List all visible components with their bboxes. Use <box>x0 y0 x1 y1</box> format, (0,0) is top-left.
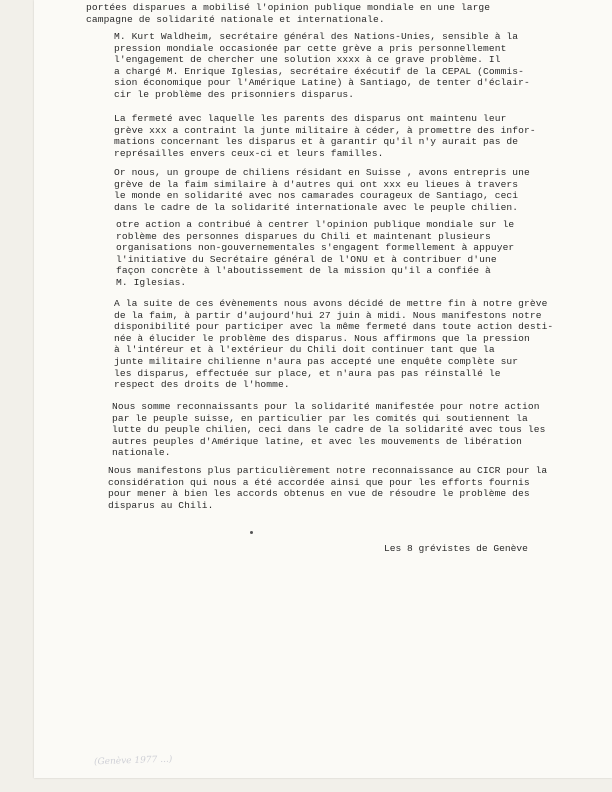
paragraph-intro-continuation: portées disparues a mobilisé l'opinion publique mondiale en une large campagne de solidarité nationale et internationale. <box>86 2 491 25</box>
paragraph-notre-action: otre action a contribué à centrer l'opinion publique mondiale sur le roblème des personnes disparues du Chili et maintenant plusieurs organisations non-gouvernementales s'engagent formellement à appuyer l'initiative du Secrétaire général de l'ONU et à contribuer d'une façon concrète à l'aboutissement de la mission qu'il a confiée à M. Iglesias. <box>116 219 515 288</box>
paragraph-greve-suisse: Or nous, un groupe de chiliens résidant en Suisse , avons entrepris une grève de la faim similaire à d'autres qui ont xxx eu lieues à travers le monde en solidarité avec nos camarades courageux de Santiago, ceci dans le cadre de la solidarité internationale avec le peuple chilien. <box>114 167 530 213</box>
pencil-archive-note: (Genève 1977 ...) <box>93 754 173 768</box>
paragraph-waldheim: M. Kurt Waldheim, secrétaire général des Nations-Unies, sensible à la pression mondiale occasionée par cette grève a pris personnellement l'engagement de chercher une solution xxxx à ce grave problème. Il a chargé M. Enrique Iglesias, secrétaire éxécutif de la CEPAL (Commis- sion économique pour l'Amérique Latine) à Santiago, de tenter d'éclair- cir le problème des prisonniers disparus. <box>114 31 530 100</box>
paragraph-reconnaissance: Nous somme reconnaissants pour la solidarité manifestée pour notre action par le peuple suisse, en particulier par les comités qui soutiennent la lutte du peuple chilien, ceci dans le cadre de la solidarité avec tous les autres peuples d'Amérique latine, et avec les mouvements de libération nationale. <box>112 401 546 459</box>
document-page <box>34 0 612 778</box>
signature: Les 8 grévistes de Genève <box>384 543 528 554</box>
ink-dot <box>250 531 253 534</box>
paragraph-cicr: Nous manifestons plus particulièrement notre reconnaissance au CICR pour la considération qui nous a été accordée ainsi que pour les efforts fournis pour mener à bien les accords obtenus en vue de résoudre le problème des disparus au Chili. <box>108 465 548 511</box>
paragraph-fin-greve: A la suite de ces évènements nous avons décidé de mettre fin à notre grève de la faim, à partir d'aujourd'hui 27 juin à midi. Nous manifestons notre disponibilité pour participer avec la même fermeté dans toute action desti- née à élucider le problème des disparus. Nous affirmons que la pression à l'intéreur et à l'extérieur du Chili doit continuer tant que la junte militaire chilienne n'aura pas accepté une enquête complète sur les disparus, effectuée sur place, et n'aura pas pas réinstallé le respect des droits de l'homme. <box>114 298 554 391</box>
paragraph-fermete: La fermeté avec laquelle les parents des disparus ont maintenu leur grève xxx a contraint la junte militaire à céder, à promettre des infor- mations concernant les disparus et à garantir qu'il n'y aurait pas de représailles envers ceux-ci et leurs familles. <box>114 113 536 159</box>
